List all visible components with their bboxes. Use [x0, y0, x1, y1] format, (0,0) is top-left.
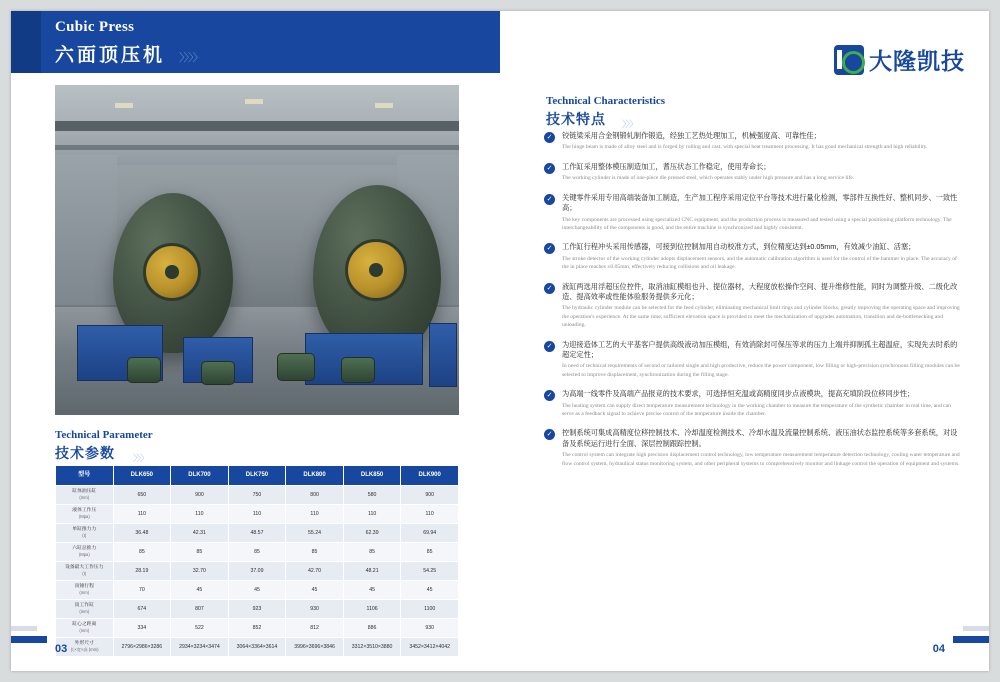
left-page-header	[11, 11, 500, 73]
table-cell: 3452×3412×4042	[401, 638, 459, 657]
table-cell: 812	[286, 619, 344, 638]
table-cell: 3064×3364×3614	[228, 638, 286, 657]
table-cell: 37.09	[228, 562, 286, 581]
table-cell: 85	[343, 543, 401, 562]
feature-text-cn: 为高端一线零件及高端产品报竞的技术要求，可选择恒充温或高精度同步点液模块，提高充填阶段位移同步性；	[562, 389, 915, 399]
header-accent-block	[11, 11, 41, 73]
feature-text-en: The hinge beam is made of alloy steel and is forged by rolling and cast, with special heat treatment processing. It has good mechanical strength and high reliability.	[562, 144, 928, 151]
check-icon: ✓	[544, 341, 555, 352]
table-cell: 42.31	[171, 524, 229, 543]
table-row-label: 缸心之距离 (mm)	[56, 619, 114, 638]
photo-motor-pump	[277, 353, 315, 381]
feature-text-cn: 为迎接造体工艺的大平基客户提供高级液动加压模组，有效消除封可保压等求的压力上端并抑制孤主超温症，实现先去时系的超定定性；	[562, 339, 958, 360]
table-cell: 48.57	[228, 524, 286, 543]
table-cell: 110	[228, 505, 286, 524]
table-cell: 54.25	[401, 562, 459, 581]
table-cell: 930	[286, 600, 344, 619]
table-cell: 85	[286, 543, 344, 562]
feature-text-en: The key components are processed using specialized CNC equipment, and the production process is measured and tested using a special positioning platform technology. The interchangeability of the components is good, and the entire machine is synchronized and highly consistent.	[562, 216, 952, 231]
table-cell: 1106	[343, 600, 401, 619]
right-page	[500, 11, 989, 671]
table-cell: 2796×2986×3286	[113, 638, 171, 657]
table-cell: 522	[171, 619, 229, 638]
table-cell: 110	[286, 505, 344, 524]
photo-wall-left	[55, 155, 117, 305]
table-col-header: DLK700	[171, 466, 229, 486]
check-icon: ✓	[544, 390, 555, 401]
table-col-header: DLK650	[113, 466, 171, 486]
table-cell: 45	[343, 581, 401, 600]
feature-text-cn: 关键零件采用专用高端装备加工制造，生产加工程序采用定位平台等技术进行量化检测，零部件互换性好、整机同步、一致性高；	[562, 192, 958, 213]
feature-item	[544, 162, 962, 183]
table-cell: 36.48	[113, 524, 171, 543]
table-cell: 85	[401, 543, 459, 562]
table-row	[56, 600, 459, 619]
photo-motor-pump	[127, 357, 161, 383]
table-row-label: 单缸推力力 (t)	[56, 524, 114, 543]
feature-item	[544, 428, 962, 468]
page-number-left: 03	[55, 643, 68, 655]
photo-lamp	[115, 103, 133, 108]
feature-text-en: The hydraulic cylinder module can be selected for the feed cylinder, eliminating mechanical limit rings and cylinder blocks, greatly improving the operating space and improving the operation's experience. At the same time, sufficient elevation space is provided to meet the mechanization of upgrades automation, transition and de-bottlenecking and unloading.	[562, 305, 960, 329]
left-page	[11, 11, 500, 671]
parameter-section-title-en: Technical Parameter	[55, 429, 153, 441]
table-col-header-model: 型号	[56, 466, 114, 486]
check-icon: ✓	[544, 243, 555, 254]
table-cell: 110	[113, 505, 171, 524]
feature-item	[544, 242, 962, 271]
header-arrows-decor: 〉〉〉〉	[179, 52, 203, 64]
table-cell: 85	[228, 543, 286, 562]
product-photo	[55, 85, 459, 415]
feature-item	[544, 282, 962, 330]
table-cell: 45	[171, 581, 229, 600]
table-cell: 55.24	[286, 524, 344, 543]
table-cell: 45	[286, 581, 344, 600]
table-cell: 900	[401, 486, 459, 505]
photo-control-cabinet	[429, 323, 457, 387]
table-cell: 2934×3234×3474	[171, 638, 229, 657]
page-title-en: Cubic Press	[55, 19, 135, 35]
table-row	[56, 638, 459, 657]
technical-parameter-table	[55, 465, 459, 657]
table-col-header: DLK800	[286, 466, 344, 486]
table-row-label: 液体工作压 (Mpa)	[56, 505, 114, 524]
feature-item	[544, 340, 962, 380]
table-col-header: DLK900	[401, 466, 459, 486]
table-cell: 85	[113, 543, 171, 562]
table-row-label: 顶工作缸 (mm)	[56, 600, 114, 619]
table-cell: 930	[401, 619, 459, 638]
feature-text-cn: 工作缸行程冲头采用传感器，可接到位控制加用自动校准方式，到位精度达到±0.05mm，有效减少油缸、活塞；	[562, 242, 916, 252]
table-cell: 45	[228, 581, 286, 600]
table-cell: 900	[171, 486, 229, 505]
photo-press-hub	[143, 243, 201, 301]
feature-text-cn: 工作缸采用整体模压制造加工，耆压状态工作稳定，使用寿命长；	[562, 161, 771, 171]
characteristics-arrows-decor: 〉〉〉	[622, 119, 638, 129]
table-cell: 45	[401, 581, 459, 600]
table-row	[56, 581, 459, 600]
table-row-label: 六缸总推力 (Mpa)	[56, 543, 114, 562]
feature-text-en: The control system can integrate high precision displacement control technology, low temperature measurement temperature detection technology, cooling water temperature and flow control system, hydraulical status monitoring system, and other peripheral systems to comprehensively monitor and linkage control the operation of equipment and systems.	[562, 452, 960, 467]
feature-text-cn: 液缸两选用浮超压位控件，取消油缸模组也升、提位器材，大程度放松操作空间、提升维修性能，同时为调整升级、二级化改造、提高效率或性能体验服务提供多元化；	[562, 281, 958, 301]
parameter-section-title-cn: 技术参数	[55, 445, 115, 461]
brochure-spread	[11, 11, 989, 671]
feature-item	[544, 389, 962, 418]
photo-motor-pump	[341, 357, 375, 383]
table-row-label: 缸体油压缸 (mm)	[56, 486, 114, 505]
table-cell: 800	[286, 486, 344, 505]
footer-decor-line	[963, 626, 989, 631]
photo-press-hub	[345, 239, 407, 301]
feature-text-en: The stroke detector of the working cylinder adopts displacement sensors, and the automatic calibration algorithm is used for the control of the hammer in place. The accuracy of the in place reaches ±0.05mm, effectively reducing collisions and oil leakage.	[562, 255, 957, 271]
company-logo	[834, 43, 965, 76]
table-row	[56, 619, 459, 638]
table-cell: 42.70	[286, 562, 344, 581]
check-icon: ✓	[544, 194, 555, 205]
table-row-label: 顶锤行程 (mm)	[56, 581, 114, 600]
characteristics-title-en: Technical Characteristics	[546, 95, 666, 107]
feature-text-en: The heating system can supply direct temperature measurement technology in the working chamber to measure the temperature of the synthetic chamber in real time, and can serve as a feedback signal to achieve precise control of the temperature inside the chamber.	[562, 402, 951, 418]
footer-decor-bar	[953, 636, 989, 643]
table-header-row	[56, 466, 459, 486]
photo-cubic-press-unit	[313, 185, 441, 357]
logo-company-name: 大隆凯技	[869, 48, 965, 74]
table-cell: 85	[171, 543, 229, 562]
parameter-section-arrows-decor: 〉〉〉	[133, 453, 149, 463]
table-row	[56, 486, 459, 505]
logo-mark-icon	[834, 45, 864, 75]
table-cell: 3312×3510×3880	[343, 638, 401, 657]
table-cell: 32.70	[171, 562, 229, 581]
table-cell: 62.39	[343, 524, 401, 543]
characteristics-title-cn: 技术特点	[546, 111, 606, 127]
photo-lamp	[245, 99, 263, 104]
feature-item	[544, 193, 962, 233]
table-col-header: DLK750	[228, 466, 286, 486]
feature-list	[544, 131, 962, 478]
table-cell: 110	[401, 505, 459, 524]
table-cell: 110	[171, 505, 229, 524]
feature-text-cn: 铰链梁采用合金钢锻轧制作锻造，经独工艺热处理加工，机械强度高、可靠性佳；	[562, 131, 821, 140]
table-row	[56, 562, 459, 581]
photo-crane-rail	[55, 145, 459, 150]
table-cell: 923	[228, 600, 286, 619]
photo-motor-pump	[201, 361, 235, 385]
table-body	[56, 486, 459, 657]
table-cell: 48.21	[343, 562, 401, 581]
feature-text-cn: 控制系统可集成高精度位移控制技术、冷却温度检测技术、冷却水温及流量控制系统、液压油状态监控系统等多套系统，对设备及系统运行进行全面、深层控制跟踪控制。	[562, 428, 958, 448]
feature-text-en: In need of technical requirements of second or tailored single and high productive, reduce the power component, low filling or high-precision synchronous filling modules can be selected to improve displacement, synchronization during the filling stage.	[562, 363, 960, 378]
photo-lamp	[375, 103, 393, 108]
table-col-header: DLK850	[343, 466, 401, 486]
table-cell: 110	[343, 505, 401, 524]
feature-text-en: The working cylinder is made of one-piece die pressed steel, which operates stably under high pressure and has a long service life.	[562, 175, 855, 182]
table-cell: 807	[171, 600, 229, 619]
table-cell: 334	[113, 619, 171, 638]
page-title-cn: 六面顶压机	[55, 45, 166, 66]
table-cell: 674	[113, 600, 171, 619]
table-row	[56, 524, 459, 543]
table-cell: 580	[343, 486, 401, 505]
table-cell: 886	[343, 619, 401, 638]
table-row-label: 设备最大工作压力 (t)	[56, 562, 114, 581]
page-number-right: 04	[932, 643, 945, 655]
table-row-label: 外形尺寸 长×宽×高 (mm)	[56, 638, 114, 657]
table-row	[56, 505, 459, 524]
check-icon: ✓	[544, 163, 555, 174]
table-cell: 1100	[401, 600, 459, 619]
table-cell: 70	[113, 581, 171, 600]
table-row	[56, 543, 459, 562]
footer-decor-bar	[11, 636, 47, 643]
table-cell: 3996×3696×3846	[286, 638, 344, 657]
check-icon: ✓	[544, 429, 555, 440]
table-cell: 69.94	[401, 524, 459, 543]
table-cell: 750	[228, 486, 286, 505]
feature-item	[544, 131, 962, 152]
table-header	[56, 466, 459, 486]
table-cell: 28.19	[113, 562, 171, 581]
check-icon: ✓	[544, 132, 555, 143]
photo-crane-beam	[55, 121, 459, 131]
footer-decor-line	[11, 626, 37, 631]
table-cell: 852	[228, 619, 286, 638]
check-icon: ✓	[544, 283, 555, 294]
table-cell: 650	[113, 486, 171, 505]
